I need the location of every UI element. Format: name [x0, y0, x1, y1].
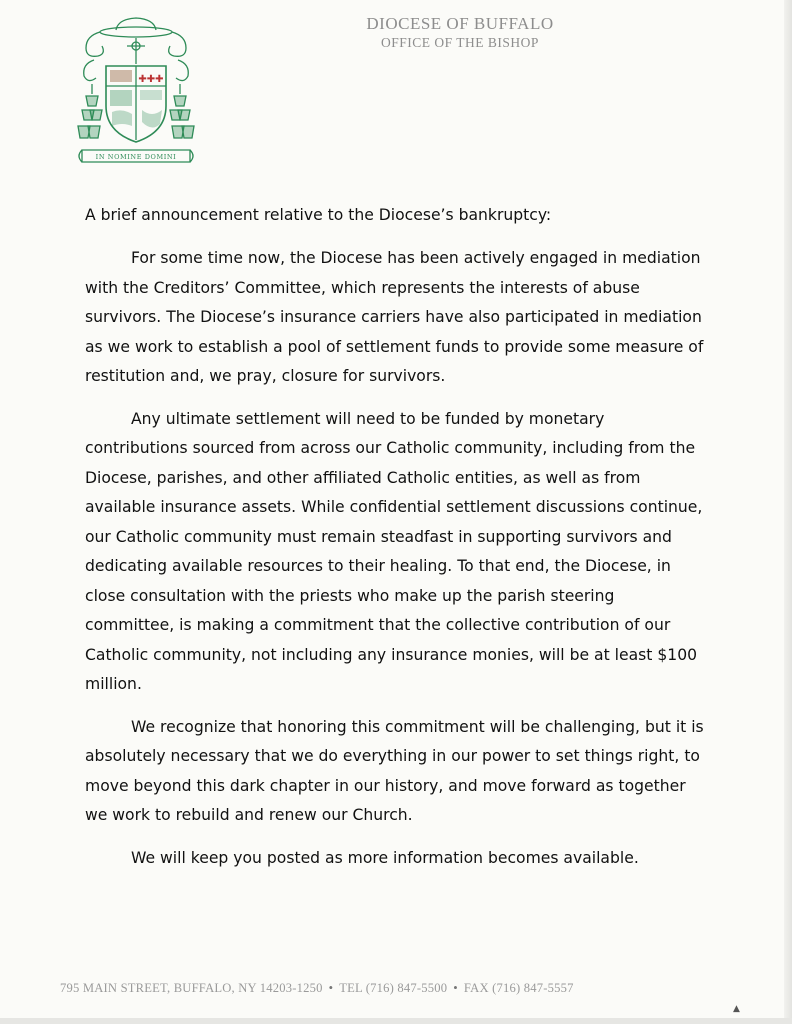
footer-fax: FAX (716) 847-5557	[463, 981, 574, 995]
letterhead	[330, 13, 590, 51]
letterhead-diocese: DIOCESE OF BUFFALO	[366, 14, 554, 33]
caret-up-icon: ▲	[733, 1004, 740, 1014]
letter-paragraph: We recognize that honoring this commitment will be challenging, but it is absolutely necessary that we do everything in our power to set things right, to move beyond this dark chapter in our history, and move forward as together we work to rebuild and renew our Church.	[85, 717, 704, 824]
letterhead-footer	[60, 981, 720, 996]
episcopal-coat-of-arms-icon	[72, 14, 200, 176]
letterhead-office: OFFICE OF THE BISHOP	[381, 35, 539, 50]
page-bottom-edge	[0, 1018, 792, 1024]
footer-telephone: TEL (716) 847-5500	[339, 981, 448, 995]
footer-separator: •	[328, 981, 334, 995]
letter-paragraph: For some time now, the Diocese has been actively engaged in mediation with the Creditors’ Committee, which represents the interests of abuse survivors. The Diocese’s insurance carriers have also participated in mediation as we work to establish a pool of settlement funds to provide some measure of restitution and, we pray, closure for survivors.	[85, 249, 704, 385]
page-right-edge	[784, 0, 792, 1024]
svg-text:✚✚✚: ✚✚✚	[138, 74, 164, 85]
letter-body	[85, 200, 705, 886]
letter-paragraph: We will keep you posted as more information becomes available.	[131, 848, 639, 867]
crest-motto: IN NOMINE DOMINI	[95, 153, 177, 161]
letter-intro: A brief announcement relative to the Diocese’s bankruptcy:	[85, 206, 552, 224]
letter-paragraph: Any ultimate settlement will need to be funded by monetary contributions sourced from across our Catholic community, including from the Diocese, parishes, and other affiliated Catholic entities, as well as from available insurance assets. While confidential settlement discussions continue, our Catholic community must remain steadfast in supporting survivors and dedicating available resources to their healing. To that end, the Diocese, in close consultation with the priests who make up the parish steering committee, is making a commitment that the collective contribution of our Catholic community, not including any insurance monies, will be at least $100 million.	[85, 409, 703, 693]
footer-address: 795 MAIN STREET, BUFFALO, NY 14203-1250	[60, 981, 323, 995]
footer-separator: •	[453, 981, 458, 995]
